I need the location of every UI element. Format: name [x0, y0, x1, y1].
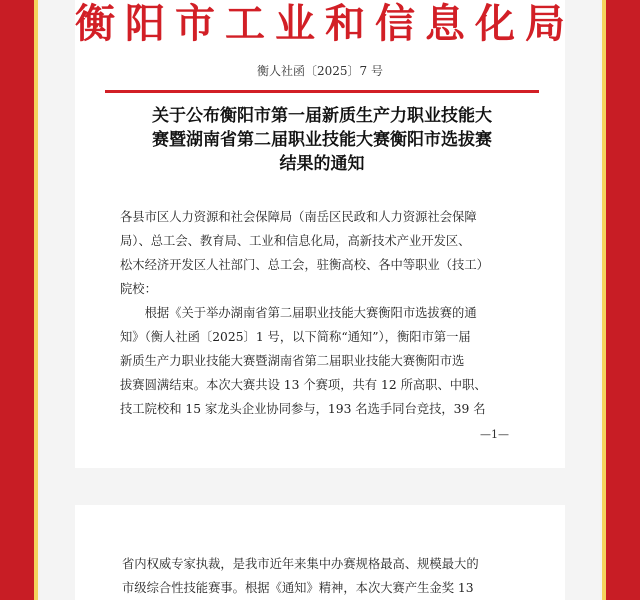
title-line: 赛暨湖南省第二届职业技能大赛衡阳市选拔赛	[152, 130, 492, 150]
title-line: 关于公布衡阳市第一届新质生产力职业技能大	[152, 106, 492, 126]
text-line: 院校：	[120, 282, 157, 296]
text-line: 根据《关于举办湖南省第二届职业技能大赛衡阳市选拔赛的通	[120, 306, 477, 320]
text-line: 各县市区人力资源和社会保障局（南岳区民政和人力资源社会保障	[120, 210, 477, 224]
text-line: 知》（衡人社函〔2025〕1 号，以下简称“通知”），衡阳市第一届	[120, 330, 471, 344]
addressee-block	[120, 205, 530, 301]
document-title	[105, 104, 539, 176]
document-page-1	[75, 0, 575, 468]
document-page-2	[75, 505, 565, 600]
title-line: 结果的通知	[279, 154, 365, 174]
masthead-organization: 衡阳市工业和信息化局	[75, 0, 575, 47]
text-line: 市级综合性技能赛事。根据《通知》精神，本次大赛产生金奖 13	[122, 581, 474, 595]
text-line: 省内权威专家执裁，是我市近年来集中办赛规格最高、规模最大的	[122, 557, 479, 571]
document-number: 衡人社函〔2025〕7 号	[257, 64, 383, 78]
text-line: 技工院校和 15 家龙头企业协同参与，193 名选手同台竞技，39 名	[120, 402, 486, 416]
left-red-border	[0, 0, 34, 600]
text-line: 局）、总工会、教育局、工业和信息化局，高新技术产业开发区、	[120, 234, 471, 248]
body-paragraph	[120, 301, 530, 421]
right-red-border	[606, 0, 640, 600]
text-line: 新质生产力职业技能大赛暨湖南省第二届职业技能大赛衡阳市选	[120, 354, 465, 368]
red-divider-line	[105, 90, 539, 93]
page-number: —1—	[480, 428, 509, 441]
continuation-paragraph	[122, 552, 532, 600]
text-line: 松木经济开发区人社部门、总工会，驻衡高校、各中等职业（技工）	[120, 258, 489, 272]
text-line: 拔赛圆满结束。本次大赛共设 13 个赛项，共有 12 所高职、中职、	[120, 378, 487, 392]
